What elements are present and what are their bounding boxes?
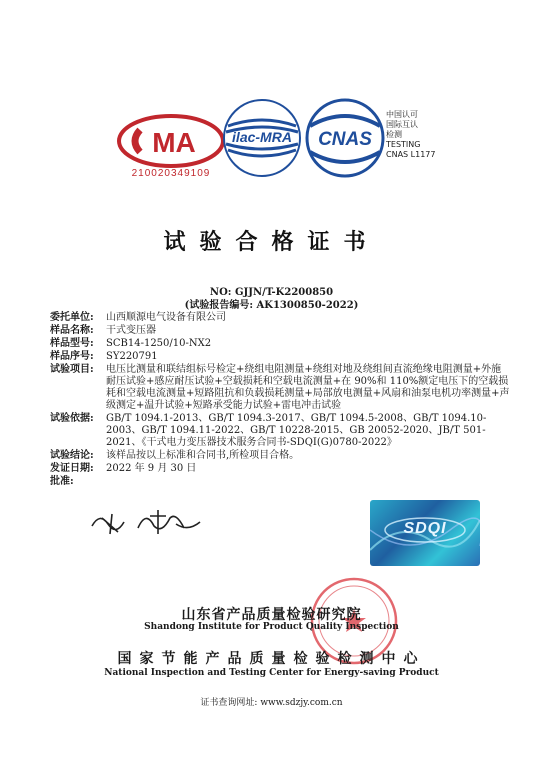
field-value: 该样品按以上标准和合同书,所检项目合格。 [106,450,300,461]
certificate-number-block [0,286,543,312]
cnas-line: 检测 [386,130,402,139]
field-sample-model [50,338,510,350]
report-number: (试验报告编号: AK1300850-2022) [184,300,359,311]
field-label: 样品型号: [50,338,94,349]
certificate-query-url[interactable]: 证书查询网址: www.sdzjy.com.cn [200,698,343,708]
field-value: GB/T 1094.1-2013、GB/T 1094.3-2017、GB/T 1094.5-2008、GB/T 1094.10-2003、GB/T 1094.11-2022、GB/T 10228-2015、GB 20052-2020、JB/T 501-2021、《干式电力变压器技术服务合同书-SDQI(G)0780-2022》 [106,413,487,448]
field-label: 委托单位: [50,312,94,323]
field-label: 试验项目: [50,364,94,375]
field-sample-serial [50,351,510,363]
sdqi-hologram [370,500,480,566]
field-value: 2022 年 9 月 30 日 [106,463,197,474]
certificate-title: 试验合格证书 [163,229,380,255]
field-test-items [50,364,510,412]
cnas-line: 国际互认 [386,120,418,129]
field-value: 电压比测量和联结组标号检定+绕组电阻测量+绕组对地及绕组间直流绝缘电阻测量+外施耐压试验+感应耐压试验+空载损耗和空载电流测量+在 90%和 110%额定电压下的空载损耗和空载电流测量+短路阻抗和负载损耗测量+局部放电测量+风扇和油泵电机功率测量+声级测定+温升试验+短路承受能力试验+雷电冲击试验 [106,364,510,411]
field-value: SY220791 [106,351,158,362]
ilac-logo-text: ilac-MRA [232,129,292,145]
field-approval [50,476,510,488]
certificate-fields [50,312,510,489]
cma-number: 210020349109 [131,168,211,179]
field-value: 山西顺源电气设备有限公司 [106,312,226,323]
field-value: SCB14-1250/10-NX2 [106,338,212,349]
field-conclusion [50,450,510,462]
cma-logo-text: MA [152,127,196,158]
cnas-logo-text: CNAS [318,129,372,150]
cnas-accreditation-text [386,110,466,160]
cma-logo [116,114,226,180]
institution-1-name: 山东省产品质量检验研究院 [181,607,362,623]
handwritten-signature [88,504,208,540]
ilac-mra-logo [212,96,312,180]
field-label: 试验依据: [50,413,94,424]
field-test-basis [50,413,510,449]
institution-2-english: National Inspection and Testing Center for Energy-saving Product [104,668,439,678]
cnas-line: TESTING [386,140,421,149]
field-label: 发证日期: [50,463,94,474]
cnas-logo [300,96,390,180]
hologram-text: SDQI [403,520,447,537]
field-value [106,476,510,488]
cnas-line: 中国认可 [386,110,418,119]
field-label: 批准: [50,476,74,487]
certificate-number: NO: GJJN/T-K2200850 [209,287,334,298]
field-label: 试验结论: [50,450,94,461]
field-sample-name [50,325,510,337]
cnas-line: CNAS L1177 [386,150,436,159]
field-client [50,312,510,324]
institution-1-english: Shandong Institute for Product Quality Inspection [144,622,399,632]
field-issue-date [50,463,510,475]
field-value: 干式变压器 [106,325,156,336]
field-label: 样品序号: [50,351,94,362]
institution-2-name: 国家节能产品质量检验检测中心 [117,651,426,667]
field-label: 样品名称: [50,325,94,336]
